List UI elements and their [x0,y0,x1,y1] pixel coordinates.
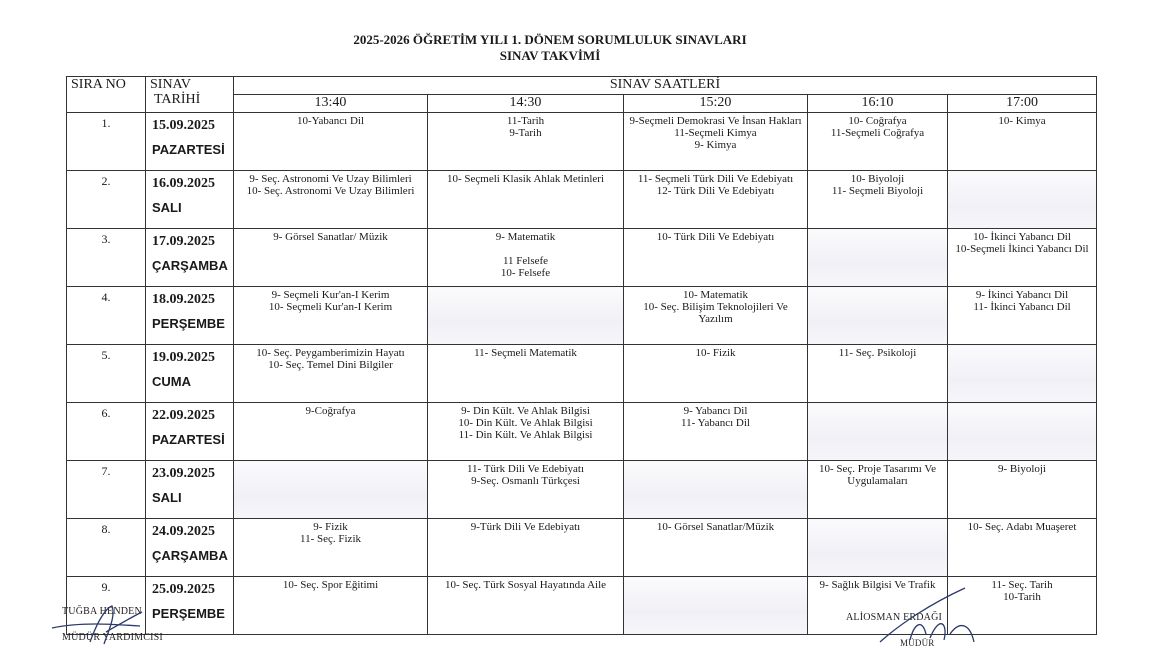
header-sinav-tarihi [146,77,234,113]
signature-right-scribble [870,584,990,646]
exam-course: 10- Biyoloji [850,173,905,185]
row-number: 3. [67,229,146,287]
schedule-row [67,287,1097,345]
exam-course: 9-Seç. Osmanlı Türkçesi [471,475,580,487]
exam-slot [428,577,624,635]
header-sinav-saatleri: SINAV SAATLERİ [234,77,1097,95]
header-tarihi-line-2: TARİHİ [154,92,201,107]
schedule-row [67,113,1097,171]
exam-course: 10- Seç. Adabı Muaşeret [967,521,1077,533]
exam-date: 24.09.2025 [152,524,215,539]
empty-slot [234,461,428,519]
exam-course: 11- Yabancı Dil [681,417,750,429]
row-number: 4. [67,287,146,345]
exam-course: 10- Matematik [682,289,749,301]
schedule-row [67,519,1097,577]
exam-weekday: SALI [152,490,182,505]
exam-slot [624,345,808,403]
empty-slot [808,519,948,577]
exam-slot [428,461,624,519]
exam-slot [234,171,428,229]
title-line-2: SINAV TAKVİMİ [499,48,601,63]
empty-slot [624,461,808,519]
exam-course: 9- Yabancı Dil [683,405,748,417]
exam-course: 11- Seç. Tarih [991,579,1053,591]
exam-slot [948,287,1097,345]
exam-slot [234,519,428,577]
exam-course: 10- Kimya [998,115,1046,127]
header-sira-no: SIRA NO [67,77,146,113]
exam-course: 9- Fizik [313,521,348,533]
exam-course: 10- Din Kült. Ve Ahlak Bilgisi [458,417,593,429]
exam-slot [808,113,948,171]
row-number: 9. [67,577,146,635]
exam-slot [624,403,808,461]
document-title [0,32,1100,64]
exam-date: 17.09.2025 [152,234,215,249]
exam-date: 15.09.2025 [152,118,215,133]
exam-weekday: PERŞEMBE [152,606,225,621]
exam-slot [948,229,1097,287]
exam-course: 11 Felsefe [502,255,549,267]
exam-date: 22.09.2025 [152,408,215,423]
exam-weekday: PAZARTESİ [152,142,225,157]
schedule-row [67,403,1097,461]
exam-course: 11- Seç. Fizik [300,533,361,545]
empty-slot [428,287,624,345]
exam-course: 10- Felsefe [500,267,551,279]
signature-right-name: ALİOSMAN ERDAĞI [846,612,943,623]
exam-slot [624,171,808,229]
signature-left-title: MÜDÜR YARDIMCISI [62,632,163,643]
exam-slot [428,403,624,461]
exam-date-cell [146,461,234,519]
exam-course: 10- Görsel Sanatlar/Müzik [656,521,775,533]
header-time: 16:10 [808,95,948,113]
row-number: 7. [67,461,146,519]
exam-course: 10-Tarih [1003,591,1041,603]
header-tarihi-line-1: SINAV [150,77,191,92]
exam-course: 10- Seç. Türk Sosyal Hayatında Aile [444,579,607,591]
schedule-row [67,345,1097,403]
exam-course [430,243,621,255]
exam-course: 11- Seç. Psikoloji [838,347,917,359]
exam-date: 19.09.2025 [152,350,215,365]
exam-slot [234,345,428,403]
exam-date-cell [146,345,234,403]
exam-course: 11- Seçmeli Biyoloji [831,185,924,197]
exam-slot [948,113,1097,171]
exam-course: 11- Din Kült. Ve Ahlak Bilgisi [458,429,593,441]
row-number: 6. [67,403,146,461]
exam-course: 11- Seçmeli Türk Dili Ve Edebiyatı [637,173,794,185]
empty-slot [808,403,948,461]
exam-course: 10- İkinci Yabancı Dil [973,231,1071,243]
exam-date-cell [146,229,234,287]
exam-course: 9- İkinci Yabancı Dil [975,289,1069,301]
exam-course: 10- Seç. Proje Tasarımı Ve Uygulamaları [818,463,937,487]
exam-slot [624,113,808,171]
exam-date: 23.09.2025 [152,466,215,481]
exam-course: 9- Matematik [495,231,556,243]
exam-slot [428,519,624,577]
empty-slot [624,577,808,635]
exam-course: 10- Seç. Spor Eğitimi [282,579,379,591]
exam-course: 9- Biyoloji [998,463,1046,475]
exam-course: 11-Tarih [506,115,545,127]
exam-course: 9-Tarih [509,127,542,139]
exam-course: 9-Türk Dili Ve Edebiyatı [470,521,581,533]
header-time: 13:40 [234,95,428,113]
exam-weekday: ÇARŞAMBA [152,258,228,273]
exam-slot [234,403,428,461]
exam-date-cell [146,519,234,577]
exam-weekday: ÇARŞAMBA [152,548,228,563]
exam-weekday: CUMA [152,374,191,389]
exam-course: 10-Yabancı Dil [296,115,364,127]
row-number: 2. [67,171,146,229]
exam-course: 11- Türk Dili Ve Edebiyatı [466,463,585,475]
exam-course: 10- Seçmeli Klasik Ahlak Metinleri [446,173,605,185]
row-number: 8. [67,519,146,577]
exam-slot [624,229,808,287]
signature-left-name: TUĞBA HENDEN [62,606,142,617]
exam-course: 10- Coğrafya [848,115,907,127]
header-time: 17:00 [948,95,1097,113]
exam-course: 9- Seç. Astronomi Ve Uzay Bilimleri [249,173,412,185]
exam-course: 10- Seç. Bilişim Teknolojileri Ve Yazılım [643,301,788,325]
schedule-row [67,171,1097,229]
exam-course: 12- Türk Dili Ve Edebiyatı [656,185,775,197]
exam-slot [808,171,948,229]
exam-slot [428,113,624,171]
empty-slot [808,229,948,287]
title-line-1: 2025-2026 ÖĞRETİM YILI 1. DÖNEM SORUMLULUK SINAVLARI [353,32,747,47]
signature-right-title: MÜDÜR [900,638,935,648]
exam-slot [234,113,428,171]
exam-course: 11-Seçmeli Coğrafya [830,127,925,139]
header-time: 14:30 [428,95,624,113]
empty-slot [948,345,1097,403]
exam-slot [624,287,808,345]
exam-date-cell [146,113,234,171]
exam-course: 10- Türk Dili Ve Edebiyatı [656,231,775,243]
exam-course: 10-Seçmeli İkinci Yabancı Dil [955,243,1089,255]
exam-course: 9-Seçmeli Demokrasi Ve İnsan Hakları [629,115,802,127]
exam-course: 10- Fizik [695,347,736,359]
exam-slot [808,461,948,519]
row-number: 1. [67,113,146,171]
exam-slot [234,229,428,287]
exam-course: 9-Coğrafya [305,405,356,417]
exam-slot [234,577,428,635]
exam-date: 25.09.2025 [152,582,215,597]
schedule-row [67,461,1097,519]
exam-weekday: SALI [152,200,182,215]
empty-slot [808,287,948,345]
exam-slot [948,461,1097,519]
exam-course: 9- Sağlık Bilgisi Ve Trafik [819,579,936,591]
exam-slot [948,519,1097,577]
exam-slot [234,287,428,345]
exam-date-cell [146,403,234,461]
exam-slot [808,345,948,403]
exam-date-cell [146,287,234,345]
exam-schedule-table [66,76,1097,635]
exam-slot [428,345,624,403]
exam-course: 11-Seçmeli Kimya [674,127,757,139]
exam-course: 10- Seç. Astronomi Ve Uzay Bilimleri [246,185,415,197]
exam-course: 9- Din Kült. Ve Ahlak Bilgisi [461,405,590,417]
exam-course: 10- Seç. Temel Dini Bilgiler [268,359,393,371]
exam-date: 16.09.2025 [152,176,215,191]
exam-course: 9- Görsel Sanatlar/ Müzik [273,231,388,243]
exam-date: 18.09.2025 [152,292,215,307]
exam-course: 10- Seçmeli Kur'an-I Kerim [268,301,393,313]
exam-weekday: PAZARTESİ [152,432,225,447]
empty-slot [948,403,1097,461]
exam-date-cell [146,171,234,229]
exam-slot [624,519,808,577]
schedule-row [67,229,1097,287]
header-time: 15:20 [624,95,808,113]
exam-weekday: PERŞEMBE [152,316,225,331]
empty-slot [948,171,1097,229]
signature-left-scribble [50,602,160,646]
exam-course: 11- Seçmeli Matematik [474,347,577,359]
exam-course: 9- Seçmeli Kur'an-I Kerim [271,289,390,301]
exam-slot [428,171,624,229]
row-number: 5. [67,345,146,403]
exam-course: 9- Kimya [694,139,737,151]
exam-course: 11- İkinci Yabancı Dil [973,301,1071,313]
exam-course: 10- Seç. Peygamberimizin Hayatı [256,347,405,359]
exam-slot [428,229,624,287]
header-row-1 [67,77,1097,95]
